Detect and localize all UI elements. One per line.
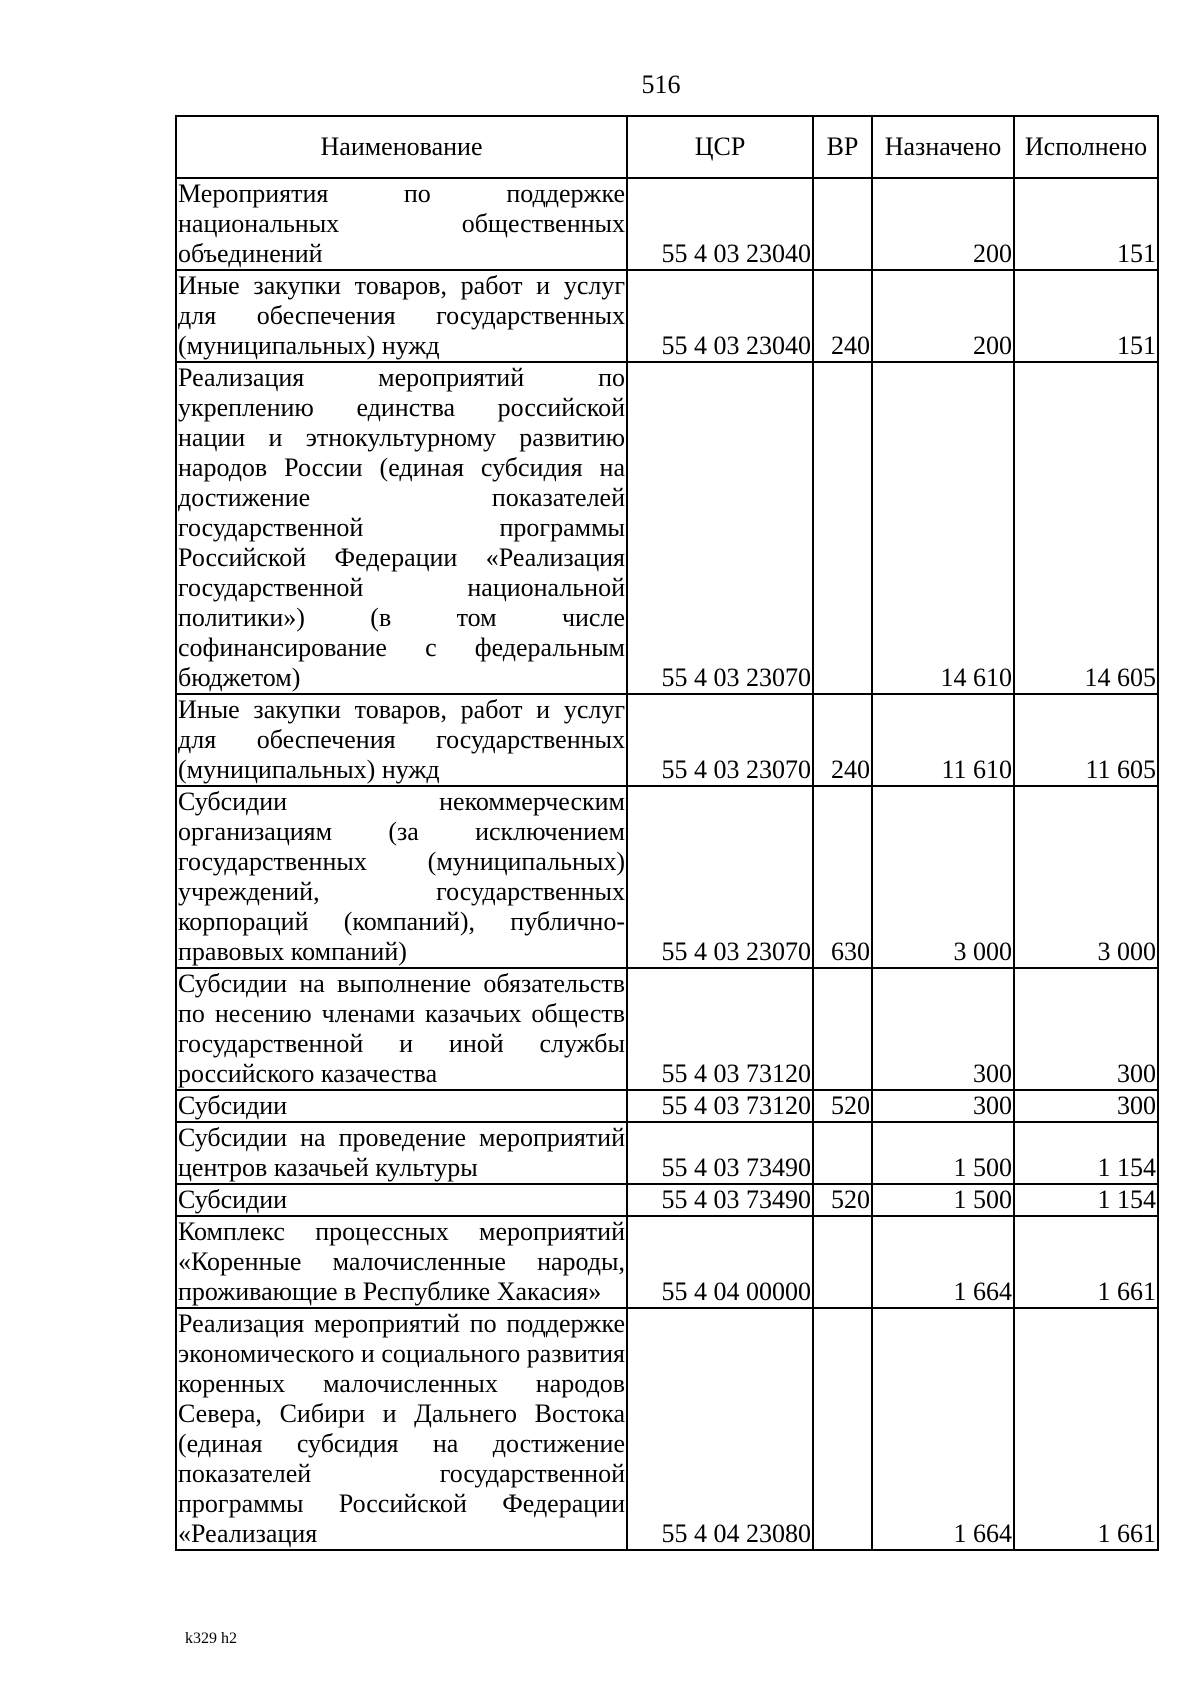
cell-vr bbox=[813, 968, 872, 1090]
cell-csr: 55 4 03 73490 bbox=[627, 1122, 813, 1184]
cell-planned: 1 500 bbox=[872, 1184, 1014, 1216]
cell-vr: 630 bbox=[813, 786, 872, 968]
cell-executed: 1 154 bbox=[1014, 1122, 1158, 1184]
cell-executed: 1 661 bbox=[1014, 1308, 1158, 1550]
cell-executed: 151 bbox=[1014, 178, 1158, 270]
cell-planned: 11 610 bbox=[872, 694, 1014, 786]
document-code: k329 h2 bbox=[185, 1630, 237, 1647]
cell-csr: 55 4 04 23080 bbox=[627, 1308, 813, 1550]
cell-planned: 200 bbox=[872, 270, 1014, 362]
table-row bbox=[176, 968, 1158, 1090]
cell-vr bbox=[813, 1216, 872, 1308]
cell-planned: 200 bbox=[872, 178, 1014, 270]
table-row bbox=[176, 270, 1158, 362]
page-number: 516 bbox=[641, 70, 681, 99]
cell-executed: 3 000 bbox=[1014, 786, 1158, 968]
table-row bbox=[176, 1184, 1158, 1216]
header-vr: ВР bbox=[813, 116, 872, 178]
cell-executed: 11 605 bbox=[1014, 694, 1158, 786]
header-csr: ЦСР bbox=[627, 116, 813, 178]
cell-executed: 1 154 bbox=[1014, 1184, 1158, 1216]
cell-vr bbox=[813, 1308, 872, 1550]
header-planned: Назначено bbox=[872, 116, 1014, 178]
cell-executed: 300 bbox=[1014, 968, 1158, 1090]
cell-name: Реализация мероприятий по поддержке экономического и социального развития коренных малочисленных народов Севера, Сибири и Дальнего Востока (единая субсидия на достижение показателей государственной программы Российской Федерации «Реализация bbox=[178, 1309, 625, 1548]
cell-vr bbox=[813, 178, 872, 270]
table-row bbox=[176, 362, 1158, 694]
cell-csr: 55 4 03 23070 bbox=[627, 786, 813, 968]
cell-csr: 55 4 03 73120 bbox=[627, 1090, 813, 1122]
cell-executed: 14 605 bbox=[1014, 362, 1158, 694]
table-header-row bbox=[176, 116, 1158, 178]
cell-planned: 3 000 bbox=[872, 786, 1014, 968]
cell-vr: 240 bbox=[813, 270, 872, 362]
cell-name: Иные закупки товаров, работ и услуг для обеспечения государственных (муниципальных) нужд bbox=[178, 695, 625, 784]
cell-executed: 151 bbox=[1014, 270, 1158, 362]
cell-name: Реализация мероприятий по укреплению единства российской нации и этнокультурному развитию народов России (единая субсидия на достижение показателей государственной программы Российской Федерации «Реализация государственной национальной политики») (в том числе софинансирование с федеральным бюджетом) bbox=[178, 363, 625, 692]
cell-planned: 1 664 bbox=[872, 1308, 1014, 1550]
table-row bbox=[176, 1122, 1158, 1184]
cell-name: Иные закупки товаров, работ и услуг для обеспечения государственных (муниципальных) нужд bbox=[178, 271, 625, 360]
cell-name: Комплекс процессных мероприятий «Коренные малочисленные народы, проживающие в Республике Хакасия» bbox=[178, 1217, 625, 1306]
cell-csr: 55 4 04 00000 bbox=[627, 1216, 813, 1308]
cell-executed: 300 bbox=[1014, 1090, 1158, 1122]
cell-csr: 55 4 03 23070 bbox=[627, 694, 813, 786]
cell-name: Субсидии на проведение мероприятий центров казачьей культуры bbox=[178, 1123, 625, 1182]
table-row bbox=[176, 694, 1158, 786]
cell-csr: 55 4 03 73120 bbox=[627, 968, 813, 1090]
cell-vr: 520 bbox=[813, 1184, 872, 1216]
cell-csr: 55 4 03 23040 bbox=[627, 270, 813, 362]
cell-vr bbox=[813, 362, 872, 694]
cell-name: Субсидии bbox=[176, 1184, 627, 1216]
cell-name: Субсидии некоммерческим организациям (за исключением государственных (муниципальных) учреждений, государственных корпораций (компаний), публично-правовых компаний) bbox=[178, 787, 625, 966]
table-row bbox=[176, 786, 1158, 968]
cell-executed: 1 661 bbox=[1014, 1216, 1158, 1308]
cell-planned: 300 bbox=[872, 1090, 1014, 1122]
cell-planned: 1 664 bbox=[872, 1216, 1014, 1308]
cell-planned: 14 610 bbox=[872, 362, 1014, 694]
header-executed: Исполнено bbox=[1014, 116, 1158, 178]
cell-name: Субсидии bbox=[176, 1090, 627, 1122]
header-name: Наименование bbox=[176, 116, 627, 178]
cell-planned: 1 500 bbox=[872, 1122, 1014, 1184]
table-row bbox=[176, 1090, 1158, 1122]
cell-planned: 300 bbox=[872, 968, 1014, 1090]
cell-csr: 55 4 03 23070 bbox=[627, 362, 813, 694]
budget-table bbox=[175, 115, 1159, 1551]
cell-csr: 55 4 03 23040 bbox=[627, 178, 813, 270]
cell-name: Субсидии на выполнение обязательств по несению членами казачьих обществ государственной и иной службы российского казачества bbox=[178, 969, 625, 1088]
table-row bbox=[176, 1308, 1158, 1550]
cell-csr: 55 4 03 73490 bbox=[627, 1184, 813, 1216]
cell-vr: 520 bbox=[813, 1090, 872, 1122]
table-row bbox=[176, 178, 1158, 270]
cell-vr: 240 bbox=[813, 694, 872, 786]
table-row bbox=[176, 1216, 1158, 1308]
cell-vr bbox=[813, 1122, 872, 1184]
cell-name: Мероприятия по поддержке национальных общественных объединений bbox=[178, 179, 625, 268]
